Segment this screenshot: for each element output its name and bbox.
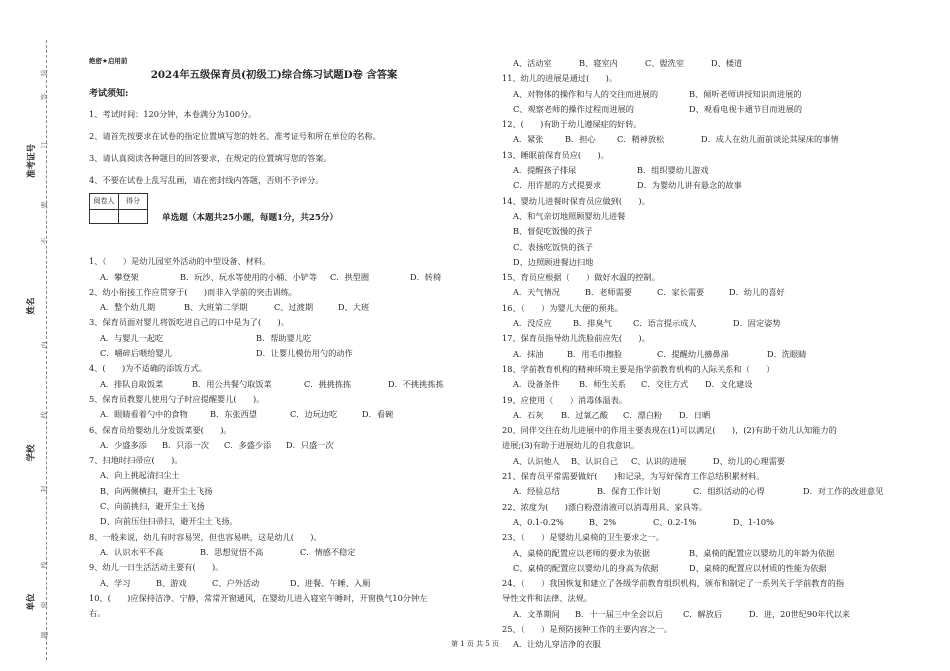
answer-option[interactable]: B、桌椅的配置应以婴幼儿的年龄为依据: [689, 547, 835, 558]
option-row: [502, 408, 932, 423]
question-text: 23、（ ）是婴幼儿桌椅的卫生要求之一。: [502, 532, 664, 543]
question-text: 16、（ ）为婴儿大便的预兆。: [502, 302, 623, 313]
answer-option[interactable]: B．十一届三中全会以后: [575, 608, 663, 619]
seal-mark: 订: [40, 141, 49, 149]
answer-option[interactable]: B．组织婴幼儿游戏: [637, 165, 709, 176]
answer-option[interactable]: C．拱型圈: [330, 271, 370, 282]
notice-item: 1、考试时间：120分钟，本卷满分为100分。: [89, 109, 257, 119]
answer-option[interactable]: A、和气亲切地照顾婴幼儿进餐: [513, 210, 626, 221]
answer-option[interactable]: A．经验总结: [513, 486, 560, 497]
seal-mark: 封: [40, 485, 49, 493]
option-row: [89, 346, 489, 361]
answer-option[interactable]: C．解放后: [683, 608, 723, 619]
question-text: 21、保育员平常需要做好( )和记录，为写好保育工作总结积累材料。: [502, 471, 765, 482]
question-text: 19、应使用（ ）消毒体温表。: [502, 394, 628, 405]
answer-option[interactable]: C．边玩边吃: [290, 409, 338, 420]
notice-item: 3、请认真阅读各种题目的回答要求，在规定的位置填写您的答案。: [89, 153, 332, 163]
question-text: 7、扫地时扫帚应( )。: [89, 455, 183, 466]
answer-option[interactable]: D．看碗: [362, 409, 394, 420]
exam-number-label: 准考证号: [27, 143, 38, 179]
answer-option[interactable]: C、0.2-1%: [653, 516, 697, 527]
answer-option[interactable]: C．精神放松: [617, 134, 665, 145]
answer-option[interactable]: D．对工作的改进意见: [803, 486, 884, 497]
answer-option[interactable]: B．过氧乙酸: [561, 409, 608, 420]
answer-option[interactable]: D、1-10%: [733, 516, 774, 527]
seal-mark: 题: [40, 631, 49, 639]
option-row: [502, 132, 932, 147]
answer-option[interactable]: D．让婴儿模仿用勺的动作: [256, 348, 353, 359]
answer-option[interactable]: A．认识水平不高: [100, 546, 164, 557]
answer-option[interactable]: A．整个幼儿期: [100, 302, 156, 313]
answer-option[interactable]: C、认识的进展: [631, 455, 687, 466]
answer-option[interactable]: D．不挑挑拣拣: [388, 378, 444, 389]
score-table: [89, 193, 148, 224]
answer-option[interactable]: C．语言提示成人: [633, 318, 697, 329]
answer-option[interactable]: A．石灰: [513, 409, 544, 420]
notice-heading: 考试须知:: [89, 89, 129, 99]
option-row: [89, 270, 489, 285]
question-text: 右。: [89, 608, 106, 619]
option-row: [502, 209, 932, 224]
exam-title: 2024年五级保育员(初级工)综合练习试题D卷 含答案: [150, 69, 398, 81]
answer-option[interactable]: D．文化建设: [705, 379, 753, 390]
option-row: [502, 224, 932, 239]
option-row: [89, 407, 489, 422]
option-row: [502, 87, 932, 102]
option-row: [89, 300, 489, 315]
answer-option[interactable]: B．保育工作计划: [597, 486, 661, 497]
answer-option[interactable]: B．老师需要: [585, 287, 632, 298]
question-text: 9、幼儿一日生活活动主要有( )。: [89, 562, 224, 573]
question-text: 14、婴幼儿进餐时保育员应做到( )。: [502, 195, 650, 206]
answer-option[interactable]: C．挑挑拣拣: [304, 378, 352, 389]
answer-option[interactable]: D、向前压住扫帚扫，避开尘土飞扬。: [100, 516, 238, 527]
answer-option[interactable]: D、大班: [338, 302, 370, 313]
answer-option[interactable]: C、表扬吃饭快的孩子: [513, 241, 593, 252]
unit-label: 单位: [26, 593, 37, 611]
question-text: 15、育员应根据（ ）做好水温的控制。: [502, 272, 660, 283]
answer-option[interactable]: C．用许愿的方式提要求: [513, 180, 602, 191]
option-row: [89, 377, 489, 392]
answer-option[interactable]: B、向两侧横扫，避开尘土飞扬: [100, 485, 213, 496]
answer-option[interactable]: C、向前挑扫，避开尘土飞扬: [100, 501, 205, 512]
answer-option[interactable]: A、学习: [100, 577, 131, 588]
answer-option[interactable]: A．少盛多添: [100, 439, 147, 450]
answer-option[interactable]: D．洗眼睛: [767, 348, 807, 359]
answer-option[interactable]: A．排队自取饭菜: [100, 378, 164, 389]
answer-option[interactable]: D．只盛一次: [286, 439, 334, 450]
answer-option[interactable]: B．排臭气: [573, 318, 612, 329]
answer-option[interactable]: B．思想觉悟不高: [200, 546, 264, 557]
question-text: 1、（ ）是幼儿园室外活动的中型设备、材料。: [89, 256, 271, 267]
answer-option[interactable]: C、户外活动: [212, 577, 260, 588]
right-column: [502, 0, 932, 653]
answer-option[interactable]: C．组织活动的心得: [693, 486, 765, 497]
question-text: 进展;(3)有助于进展幼儿的自我意识。: [502, 440, 640, 451]
notice-item: 2、请首先按要求在试卷的指定位置填写您的姓名、准考证号和所在单位的名称。: [89, 131, 381, 141]
question-text: 13、睡眠前保育员应( )。: [502, 149, 609, 160]
answer-option[interactable]: A．紧张: [513, 134, 544, 145]
question-text: 25、（ ）是预防接种工作的主要内容之一。: [502, 623, 673, 634]
option-row: [502, 377, 932, 392]
question-text: 5、保育员教婴儿使用勺子时应提醒婴儿( )。: [89, 393, 265, 404]
option-row: [502, 240, 932, 255]
question-text: 22、浓度为( )漂白粉澄清液可以消毒用具、家具等。: [502, 501, 708, 512]
question-text: 导性文件和法律、法规。: [502, 593, 593, 604]
answer-option[interactable]: B、倾听老师讲授知识而进展的: [689, 88, 802, 99]
score-cell[interactable]: [119, 210, 148, 224]
question-text: 3、保育员面对婴儿将饭吃进自己的口中是为了( )。: [89, 317, 289, 328]
question-text: 6、保育员给婴幼儿分发饭菜要( )。: [89, 424, 232, 435]
answer-option[interactable]: C、观察老师的操作过程而进展的: [513, 103, 634, 114]
left-question-list: [89, 254, 489, 621]
answer-option[interactable]: B、游戏: [156, 577, 187, 588]
answer-option[interactable]: A、认识他人: [513, 455, 560, 466]
option-row: [502, 255, 932, 270]
binding-strip: [0, 0, 70, 671]
answer-option[interactable]: A、桌椅的配置应以老师的要求为依据: [513, 547, 650, 558]
answer-option[interactable]: A、对物体的操作和与人的交往而进展的: [513, 88, 659, 99]
option-row: [89, 576, 489, 591]
answer-option[interactable]: A．攀登架: [100, 271, 139, 282]
answer-option[interactable]: D、楼道: [711, 58, 743, 68]
name-label: 姓名: [26, 297, 37, 315]
question-text: 2、幼小衔接工作应贯穿于( )而非入学前的突击训练。: [89, 286, 298, 297]
option-row: [89, 545, 489, 560]
question-text: 11、幼儿的进展是通过( )。: [502, 73, 618, 84]
answer-option[interactable]: A．天气情况: [513, 287, 560, 298]
question-text: 17、保育员指导幼儿洗脸前应先( )。: [502, 333, 650, 344]
seal-mark: 内: [40, 341, 49, 349]
option-row: [89, 484, 489, 499]
question-text: 18、学前教育机构的精神环境主要是指学前教育机构的人际关系和（ ）: [502, 363, 775, 374]
answer-option[interactable]: B、大班第二学期: [184, 302, 248, 313]
answer-option[interactable]: C．情感不稳定: [300, 546, 356, 557]
option-row: [89, 438, 489, 453]
option-row: [89, 514, 489, 529]
answer-option[interactable]: C、桌椅的配置应以婴幼儿的身高为依据: [513, 562, 659, 573]
answer-option[interactable]: D、观看电视卡通节目而进展的: [689, 103, 803, 114]
answer-option[interactable]: A、向上挑起清扫尘土: [100, 470, 180, 481]
page-footer: 第 1 页 共 5 页: [450, 640, 500, 648]
answer-option[interactable]: B．只添一次: [162, 439, 209, 450]
option-row: [502, 484, 932, 499]
answer-option[interactable]: A．眼睛看着勺中的食物: [100, 409, 188, 420]
option-row: [502, 546, 932, 561]
seal-mark: 答: [40, 93, 49, 101]
answer-option[interactable]: A、0.1-0.2%: [513, 516, 564, 527]
answer-option[interactable]: B．东张西望: [210, 409, 257, 420]
answer-option[interactable]: D．幼儿的喜好: [729, 287, 785, 298]
option-row: [89, 468, 489, 483]
question-text: 10、( )应保持洁净、宁静，常常开窗通风，在婴幼儿进入寝室午睡时，开窗换气10分钟左: [89, 592, 428, 603]
answer-option[interactable]: C．多盛少添: [224, 439, 272, 450]
answer-option[interactable]: A、活动室: [513, 58, 552, 68]
answer-option[interactable]: D、幼儿的心理需要: [713, 455, 786, 466]
question-text: 4、( )为不适确的添饭方式。: [89, 363, 208, 374]
answer-option[interactable]: C．嚼碎后喂给婴儿: [100, 348, 172, 359]
option-row: [89, 331, 489, 346]
answer-option[interactable]: C、过渡期: [274, 302, 314, 313]
option-row: [502, 56, 932, 71]
option-row: [502, 347, 932, 362]
seal-mark: 密: [40, 601, 49, 609]
score-row: [89, 193, 489, 226]
answer-option[interactable]: C．交往方式: [641, 379, 689, 390]
answer-option[interactable]: B．担心: [565, 134, 596, 145]
seal-mark: 线: [40, 561, 49, 569]
answer-option[interactable]: A．文革期间: [513, 608, 560, 619]
option-row: [502, 515, 932, 530]
answer-option[interactable]: A．让幼儿穿洁净的衣服: [513, 639, 601, 650]
answer-option[interactable]: B、认识自己: [571, 455, 618, 466]
answer-option[interactable]: D．转椅: [410, 271, 442, 282]
answer-option[interactable]: A．与婴儿一起吃: [100, 332, 164, 343]
answer-option[interactable]: C．提醒幼儿擤鼻涕: [657, 348, 729, 359]
option-row: [502, 316, 932, 331]
option-row: [502, 285, 932, 300]
option-row: [89, 499, 489, 514]
question-text: 20、同伴交往在幼儿进展中的作用主要表现在(1)可以满足( )，(2)有助于幼儿认知能力的: [502, 425, 837, 436]
answer-option[interactable]: D、边照顾进餐边扫地: [513, 256, 594, 267]
answer-option[interactable]: D、进餐、午睡、入厕: [290, 577, 371, 588]
score-header: 得分: [119, 194, 148, 210]
section-heading: 单选题（本题共25小题，每题1分，共25分）: [162, 213, 338, 223]
option-row: [502, 561, 932, 576]
answer-option[interactable]: D．成人在幼儿面前谈论其屎床的事情: [701, 134, 839, 145]
answer-option[interactable]: B．用毛巾擦脸: [567, 348, 623, 359]
option-row: [502, 607, 932, 622]
confidential-mark: 绝密★启用前: [89, 57, 128, 65]
answer-option[interactable]: B、2%: [589, 516, 617, 527]
grader-cell[interactable]: [90, 210, 119, 224]
answer-option[interactable]: B．师生关系: [579, 379, 626, 390]
option-row: [502, 178, 932, 193]
grader-header: 阅卷人: [90, 194, 119, 210]
seal-mark: 不: [40, 237, 49, 245]
answer-option[interactable]: B、督促吃饭慢的孩子: [513, 226, 593, 237]
option-row: [502, 454, 932, 469]
question-text: 24、（ ）我国恢复和建立了各级学前教育组织机构，颁布和制定了一系列关于学前教育的指: [502, 578, 845, 589]
question-text: 8、一般来说，幼儿有时容易哭，但也容易哄，这是幼儿( )。: [89, 531, 322, 542]
seal-mark: 要: [40, 201, 49, 209]
answer-option[interactable]: A．没反应: [513, 318, 552, 329]
answer-option[interactable]: C、盥洗室: [645, 58, 685, 68]
question-text: 12、( )有助于幼儿遵屎症的好转。: [502, 119, 642, 130]
answer-option[interactable]: B．用公共餐勺取饭菜: [192, 378, 272, 389]
answer-option[interactable]: C．家长需要: [657, 287, 705, 298]
option-row: [502, 102, 932, 117]
answer-option[interactable]: A．设备条件: [513, 379, 560, 390]
seal-mark: 线: [40, 411, 49, 419]
answer-option[interactable]: D．进，20世纪90年代以来: [749, 608, 851, 619]
answer-option[interactable]: D、桌椅的配置应以材质的性能为依据: [689, 562, 827, 573]
answer-option[interactable]: B．玩沙、玩水等使用的小桶、小铲等: [180, 271, 318, 282]
answer-option[interactable]: C．漂白粉: [623, 409, 663, 420]
notice-item: 4、不要在试卷上乱写乱画，请在密封线内答题，否则不予评分。: [89, 175, 324, 185]
right-question-list: [502, 56, 932, 653]
left-column: [89, 0, 489, 621]
answer-option[interactable]: D．为婴幼儿讲有悬念的故事: [637, 180, 742, 191]
answer-option[interactable]: B、寝室内: [579, 58, 618, 68]
answer-option[interactable]: D．日晒: [679, 409, 711, 420]
option-row: [502, 163, 932, 178]
answer-option[interactable]: D．固定姿势: [733, 318, 781, 329]
answer-option[interactable]: A．抹油: [513, 348, 544, 359]
school-label: 学校: [26, 444, 37, 462]
seal-mark: 装: [40, 69, 49, 77]
answer-option[interactable]: A．提醒孩子排尿: [513, 165, 577, 176]
answer-option[interactable]: B．帮助婴儿吃: [256, 332, 312, 343]
